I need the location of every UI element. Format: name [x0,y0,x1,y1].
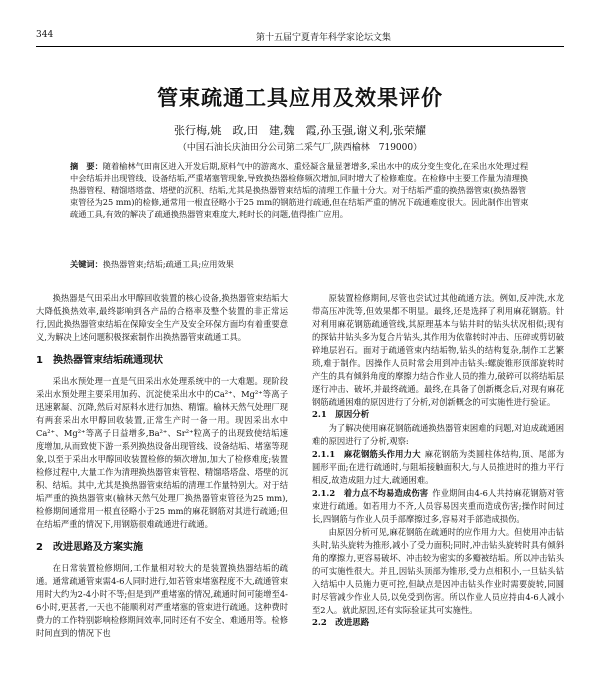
subsection-2-1-1 [312,448,564,487]
subsection-2-1-2-label: 2.1.2 着力点不均易造成伤害 [312,488,429,498]
affiliation: （中国石油长庆油田分公司第二采气厂,陕西榆林 719000） [177,143,423,153]
abstract [70,160,530,220]
subsection-heading-2-1: 2.1 原因分析 [312,410,370,420]
abstract-label: 摘 要： [70,161,103,171]
abstract-text: 随着榆林气田南区进入开发后期,原料气中的游离水、重烃凝含量显著增多,采出水中的成分变生变化,在采出水处理过程中会结垢并出现管线、设备结垢,严重堵塞管现象,导致换热器检修频次增加,同时增大了检修难度。在检修中主要工作量为清理换热器管程、精馏塔塔盘、塔壁的沉积、结垢,尤其是换热器管束结垢的清理工作量十分大。对于结垢严重的换热器管束(换热器管束管径为25 mm)的检修,通常用一根直径略小于25 mm的钢筋进行疏通,但在结垢严重的情况下疏通难度很大。因此制作出管束疏通工具,有效的解决了疏通换热器管束难度大,耗时长的问题,值得推广应用。 [70,161,529,219]
analysis-paragraph: 由原因分析可见,麻花钢筋在疏通时的应作用力大。但使用冲击钻头时,钻头旋转为推形,减小了受力面积;同时,冲击钻头旋转时具有倾斜角的摩擦力,更容易破坏、冲击较为密实的多瓣被结垢。所以冲击钻头的可实施性很大。并且,因钻头顶部为锥形,受力点相积小,一旦钻头钻入结垢中人员施力更可控,但缺点是因冲击钻头作业时需要旋转,同圆时尽管减少作业人员,以免受到伤害。所以作业人员应持由4-6人减小至2人。就此原因,还有实际验证其可实施性。 [312,527,564,615]
keywords-text: 换热器管束;结垢;疏通工具;应用效果 [102,259,234,269]
subsection-heading-2-2: 2.2 改进思路 [312,618,370,628]
section-2-paragraph: 在日常装置检修期间,工作量相对较大的是装置换热器结垢的疏通。通常疏通管束需4-6人同时进行,如若管束堵塞程度不大,疏通管束用时大约为2-4小时不等;但是到严重堵塞的情况,疏通时间可能增至4-6小时,更甚者,一天也不能顺利对严重堵塞的管束进行疏通。这种费时费力的工作特别影响检修期间效率,同时还有不安全、难通用等。检修时间直到的情况下也 [36,563,288,638]
running-header [36,30,564,44]
section-1-paragraph: 采出水预处理一直是气田采出水处理系统中的一大难题。现阶段采出水预处理主要采用加药、沉淀使采出水中的Ca²⁺、Mg²⁺等离子迅速絮凝、沉降,然后对原料水进行加热、精馏。榆林天然气处理厂现有两套采出水甲醇回收装置,正常生产时一备一用。现因采出水中Ca²⁺、Mg²⁺等离子日益增多,Ba²⁺、Sr²⁺粒离子的出现致使结垢速度增加,从而致使下游一系列换热设备出现管线、设备结垢、堵塞等现象,以至于采出水甲醇回收装置检修的频次增加,加大了检修难度;装置检修过程中,大量工作为清理换热器管束管程、精馏塔塔盘、塔壁的沉积、结垢。其中,尤其是换热器管束结垢的清理工作量特别大。对于结垢严重的换热器管束(榆林天然气处理厂换热器管束管径为25 mm),检修期间通常用一根直径略小于25 mm的麻花钢筋对其进行疏通;但在结垢严重的情况下,用钢筋很难疏通进行疏通。 [36,376,288,529]
header-rule [36,46,564,47]
keywords-label: 关键词： [70,259,103,269]
right-column [312,292,564,630]
subsection-2-1-1-text: 麻花钢筋为类圆柱体结构,顶、尾部为圆形平面;在进行疏通时,与阻垢接触面积大,与人员推进时的推力平行相反,故造成阻力过大,疏通困难。 [312,449,564,485]
page-number: 344 [36,30,54,40]
journal-title: 第十五届宁夏青年科学家论坛文集 [256,33,392,43]
left-column [36,292,288,640]
section-heading-2: 2 改进思路及方案实施 [36,542,143,553]
paper-title: 管束疏通工具应用及效果评价 [157,86,443,110]
subsection-2-1-1-label: 2.1.1 麻花钢筋头作用力大 [312,449,421,459]
subsection-2-1-paragraph: 为了解决使用麻花钢筋疏通换热器管束困难的问题,对迫成疏通困难的原因进行了分析,观察: [312,423,564,446]
authors: 张行梅,姚 政,田 建,魏 霞,孙玉强,谢义利,张荣耀 [174,124,426,137]
right-paragraph-1: 原装置检修期间,尽管也尝试过其他疏通方法。例如,反冲洗,水龙带高压冲洗等,但效果都不明显。最终,还是选择了利用麻花钢筋。针对利用麻花钢筋疏通管线,其原理基本与钻井时的钻头状况相似;现有的探钻井钻头多为复合片钻头,其作用为依靠转时冲击、压碎或剪切破碎地层岩石。面对于疏通管束内结垢物,钻头的结构复杂,制作工艺繁琐,难于制作。因操作人员时常会用到冲击钻头:螺旋锥形顶部旋转时产生的具有倾斜角度的摩擦力结合作业人员的推力,破碎可以将结垢层逐行冲击、破坏,并最终疏通。最终,在具备了创新概念后,对现有麻花钢筋疏通困难的原因进行了分析,对创新概念的可实施性进行验证。 [312,293,564,407]
section-heading-1: 1 换热器管束结垢疏通现状 [36,355,163,366]
subsection-2-1-2 [312,487,564,526]
intro-paragraph: 换热器是气田采出水甲醇回收装置的核心设备,换热器管束结垢大大降低换热效率,最终影响到各产品的合格率及整个装置的非正常运行,因此换热器管束结垢在保障安全生产及安全环保方面均有着重要意义,为解决上述问题积极探索制作出换热器管束疏通工具。 [36,293,288,342]
subsection-2-1-2-text: 作业期间由4-6人共持麻花钢筋对管束进行疏通。如若用力不齐,人员容易因夹重而造成伤害;操作时间过长,四钢筋与作业人员手部摩擦过多,容易对手部造成损伤。 [312,488,564,524]
keywords [70,259,530,270]
